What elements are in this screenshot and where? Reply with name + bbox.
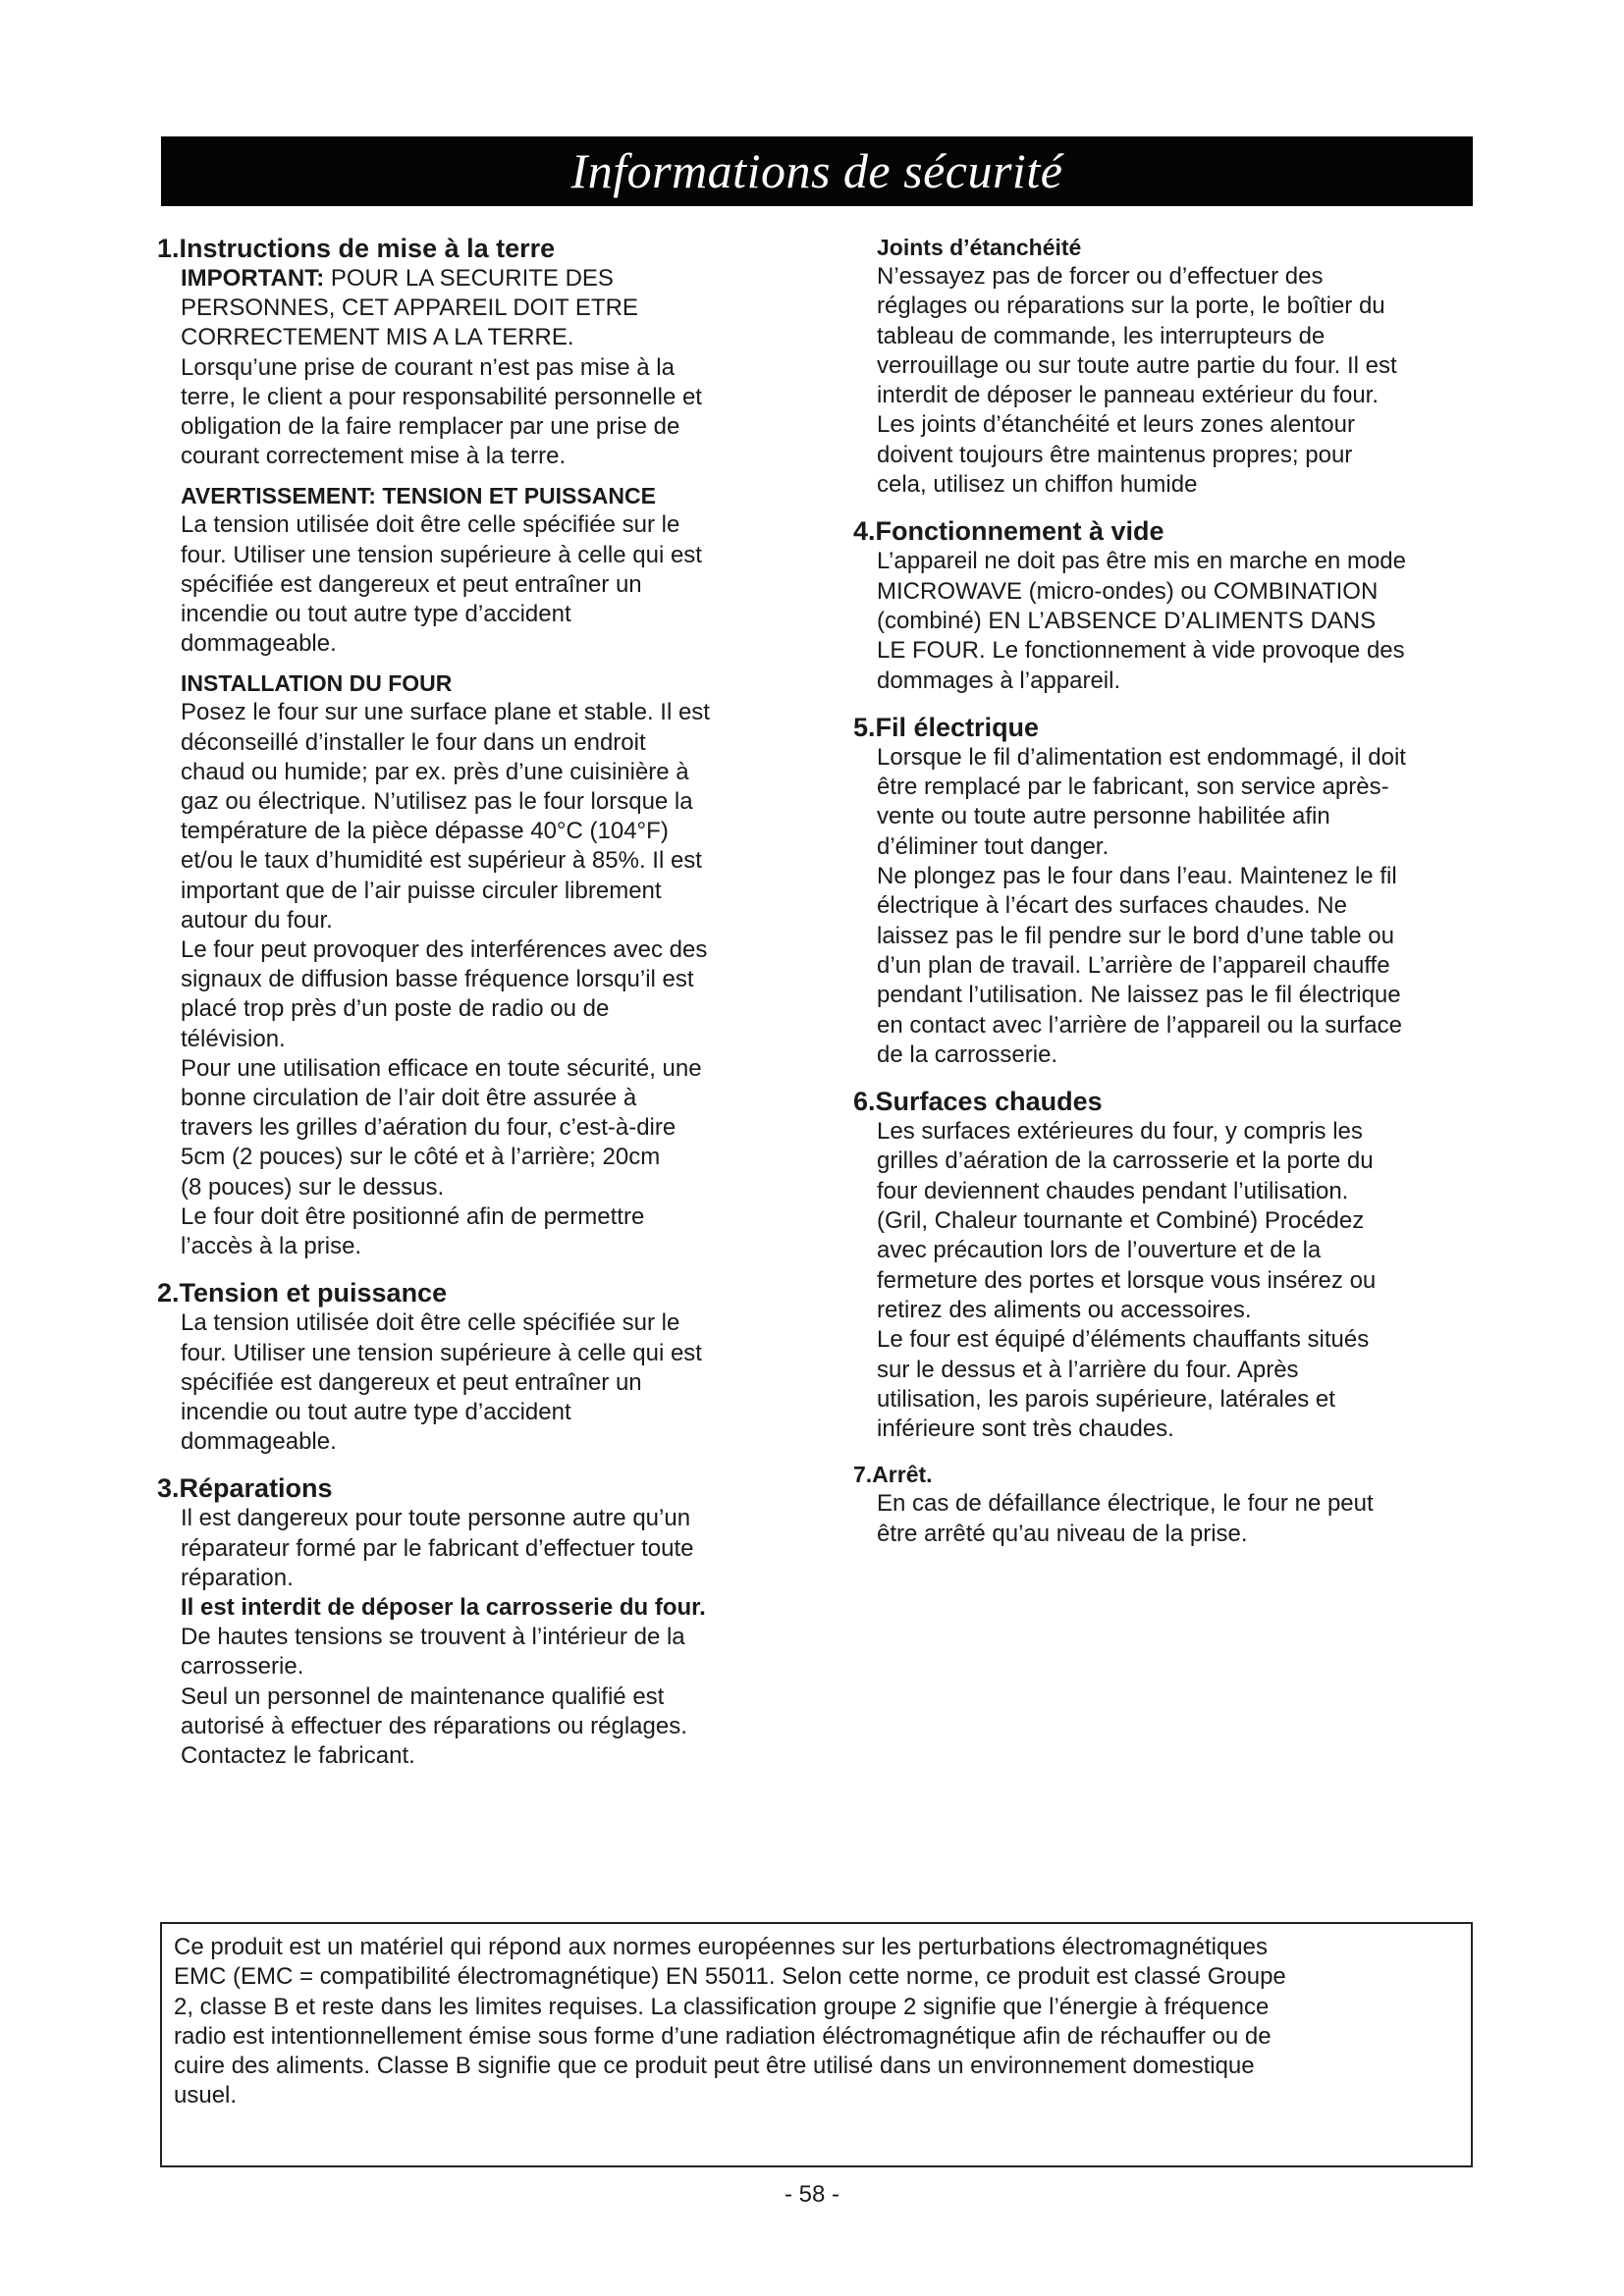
section-title: 1.Instructions de mise à la terre: [157, 234, 556, 263]
left-column: [157, 233, 795, 1771]
section-title: 2.Tension et puissance: [157, 1278, 448, 1308]
section-title: 6.Surfaces chaudes: [853, 1087, 1103, 1117]
right-column: [853, 233, 1487, 1549]
warning-subtitle: AVERTISSEMENT: TENSION ET PUISSANCE: [181, 483, 656, 509]
section-repairs: 3.Réparations Il est dangereux pour toute personne autre qu’un réparateur formé par le fabricant d’effectuer toute réparation. Il est interdit de déposer la carrosserie du four. De hautes tensions se trouvent à l’intérieur de la carrosserie. Seul un personnel de maintenance qualifié est autorisé à effectuer des réparations ou réglages. Contactez le fabricant.: [157, 1472, 795, 1771]
section-voltage: 2.Tension et puissance La tension utilisée doit être celle spécifiée sur le four. Utiliser une tension supérieure à celle qui est spécifiée est dangereux et peut entraîner un incendie ou tout autre type d’accident dommageable.: [157, 1277, 795, 1457]
warning-bold-line: Il est interdit de déposer la carrosserie du four.: [181, 1593, 706, 1621]
page-number: - 58 -: [784, 2181, 839, 2208]
seals-subtitle: Joints d’étanchéité: [877, 235, 1082, 260]
section-title: 4.Fonctionnement à vide: [853, 516, 1164, 547]
section-hot-surfaces: 6.Surfaces chaudes Les surfaces extérieures du four, y compris les grilles d’aération de la carrosserie et la porte du four deviennent chaudes pendant l’utilisation. (Gril, Chaleur tournante et Combiné) Procédez avec précaution lors de l’ouverture et de la fermeture des portes et lorsque vous insérez ou retirez des aliments ou accessoires. Le four est équipé d’éléments chauffants situés sur le dessus et à l’arrière du four. Après utilisation, les parois supérieure, latérales et inférieure sont très chaudes.: [853, 1086, 1487, 1444]
section-grounding: 1.Instructions de mise à la terre IMPORTANT: POUR LA SECURITE DES PERSONNES, CET APPAREIL DOIT ETRE CORRECTEMENT MIS A LA TERRE. Lorsqu’une prise de courant n’est pas mise à la terre, le client a pour responsabilité personnelle et obligation de la faire remplacer par une prise de courant correctement mise à la terre. AVERTISSEMENT: TENSION ET PUISSANCE La tension utilisée doit être celle spécifiée sur le four. Utiliser une tension supérieure à celle qui est spécifiée est dangereux et peut entraîner un incendie ou tout autre type d’accident dommageable. INSTALLATION DU FOUR Posez le four sur une surface plane et stable. Il est déconseillé d’installer le four dans un endroit chaud ou humide; par ex. près d’une cuisinière à gaz ou électrique. N’utilisez pas le four lorsque la température de la pièce dépasse 40°C (104°F) et/ou le taux d’humidité est supérieur à 85%. Il est important que de l’air puisse circuler librement autour du four. Le four peut provoquer des interférences avec des signaux de diffusion basse fréquence lorsqu’il est placé trop près d’un poste de radio ou de télévision. Pour une utilisation efficace en toute sécurité, une bonne circulation de l’air doit être assurée à travers les grilles d’aération du four, c’est-à-dire 5cm (2 pouces) sur le côté et à l’arrière; 20cm (8 pouces) sur le dessus. Le four doit être positionné afin de permettre l’accès à la prise.: [157, 233, 795, 1261]
section-shutdown: 7.Arrêt. En cas de défaillance électrique, le four ne peut être arrêté qu’au niveau de la prise.: [853, 1460, 1487, 1549]
section-title: 5.Fil électrique: [853, 712, 1040, 742]
installation-subtitle: INSTALLATION DU FOUR: [181, 670, 453, 697]
page-title: Informations de sécurité: [161, 136, 1473, 206]
section-power-cord: 5.Fil électrique Lorsque le fil d’alimentation est endommagé, il doit être remplacé par le fabricant, son service après- vente ou toute autre personne habilitée afin d’éliminer tout danger. Ne plongez pas le four dans l’eau. Maintenez le fil électrique à l’écart des surfaces chaudes. Ne laissez pas le fil pendre sur le bord d’une table ou d’un plan de travail. L’arrière de l’appareil chauffe pendant l’utilisation. Ne laissez pas le fil électrique en contact avec l’arrière de l’appareil ou la surface de la carrosserie.: [853, 712, 1487, 1070]
section-empty-operation: 4.Fonctionnement à vide L’appareil ne doit pas être mis en marche en mode MICROWAVE (micro-ondes) ou COMBINATION (combiné) EN L’ABSENCE D’ALIMENTS DANS LE FOUR. Le fonctionnement à vide provoque des dommages à l’appareil.: [853, 515, 1487, 695]
section-title: 7.Arrêt.: [853, 1462, 933, 1488]
section-seals: Joints d’étanchéité N’essayez pas de forcer ou d’effectuer des réglages ou réparations sur la porte, le boîtier du tableau de commande, les interrupteurs de verrouillage ou sur toute autre partie du four. Il est interdit de déposer le panneau extérieur du four. Les joints d’étanchéité et leurs zones alentour doivent toujours être maintenus propres; pour cela, utilisez un chiffon humide: [853, 233, 1487, 500]
emc-notice-box: Ce produit est un matériel qui répond aux normes européennes sur les perturbations électromagnétiques EMC (EMC = compatibilité électromagnétique) EN 55011. Selon cette norme, ce produit est classé Groupe 2, classe B et reste dans les limites requises. La classification groupe 2 signifie que l’énergie à fréquence radio est intentionnellement émise sous forme d’une radiation éléctromagnétique afin de réchauffer ou de cuire des aliments. Classe B signifie que ce produit peut être utilisé dans un environnement domestique usuel.: [160, 1922, 1473, 2167]
paragraph: Lorsqu’une prise de courant n’est pas mise à la: [181, 353, 675, 381]
important-label: IMPORTANT:: [181, 265, 325, 292]
section-title: 3.Réparations: [157, 1473, 333, 1504]
